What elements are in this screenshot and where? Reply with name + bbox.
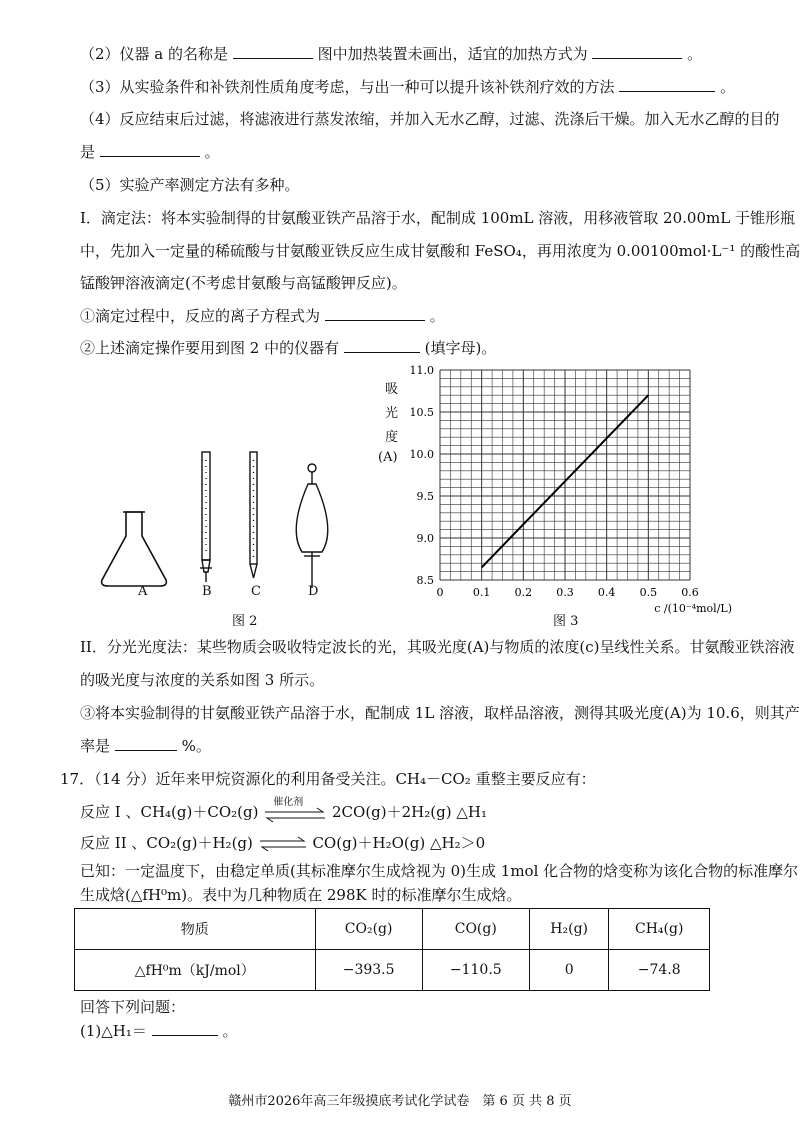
punct: 。 [687,45,703,63]
punct: 。 [204,143,220,161]
table-cell: △fH⁰m（kJ/mol） [75,950,316,991]
sub1-line [80,305,445,327]
q4-line-2 [80,141,220,163]
q4-line: （4）反应结束后过滤，将滤液进行蒸发浓缩，并加入无水乙醇，过滤、洗涤后干燥。加入无水乙醇的目的 [80,110,780,128]
table-cell: H₂(g) [529,909,609,950]
x-tick-label: 0.2 [514,586,533,599]
percent: %。 [181,737,211,755]
answer-blank[interactable] [233,44,313,59]
figure-3-chart [400,360,740,630]
answer-blank[interactable] [592,44,682,59]
method1-line-2: 中，先加入一定量的稀硫酸与甘氨酸亚铁反应生成甘氨酸和 FeSO₄，再用浓度为 0.00100mol·L⁻¹ 的酸性高 [80,242,800,260]
sub3-text: 率是 [80,737,111,755]
punct: 。 [720,78,736,96]
sub2-hint: (填字母)。 [424,339,497,357]
answer-blank[interactable] [619,77,715,92]
y-tick-label: 8.5 [416,574,434,587]
burette-icon [200,452,212,582]
y-axis-label-4: (A) [378,450,398,465]
method1-line-3: 锰酸钾溶液滴定(不考虑甘氨酸与高锰酸钾反应)。 [80,274,407,292]
known-line-1: 已知：一定温度下，由稳定单质(其标准摩尔生成焓视为 0)生成 1mol 化合物的焓变称为该化合物的标准摩尔 [80,862,799,880]
table-row [75,950,710,991]
answer-blank[interactable] [100,142,200,157]
x-tick-label: 0.3 [556,586,574,599]
table-header-row [75,909,710,950]
y-tick-label: 10.0 [409,448,434,461]
r2-reactants: 反应 II 、CO₂(g)＋H₂(g) [80,834,253,852]
pipette-icon [250,452,257,578]
y-tick-label: 9.5 [416,490,434,503]
enthalpy-table [74,908,710,991]
answer-blank[interactable] [152,1021,218,1036]
x-tick-label: 0.6 [681,586,699,599]
answer-blank[interactable] [344,338,420,353]
y-axis-label-2: 光 [385,406,399,421]
sub2-line [80,337,496,359]
q3-line [80,76,735,98]
table-cell: CH₄(g) [609,909,710,950]
answer-blank[interactable] [325,306,425,321]
fig2-label-c: C [251,584,261,599]
equilibrium-arrow-icon [263,806,327,824]
separatory-funnel-icon [296,464,328,588]
q2-text: （2）仪器 a 的名称是 [80,45,229,63]
y-tick-label: 10.5 [409,406,434,419]
method1-line-1: I．滴定法：将本实验制得的甘氨酸亚铁产品溶于水，配制成 100mL 溶液，用移液管取 20.00mL 于锥形瓶 [80,209,795,227]
x-axis-label: c /(10⁻⁴mol/L) [654,602,732,615]
sub1-text: ①滴定过程中，反应的离子方程式为 [80,307,321,325]
r1-reactants: 反应 I 、CH₄(g)＋CO₂(g) [80,803,259,821]
known-line-2: 生成焓(△fH⁰m)。表中为几种物质在 298K 时的标准摩尔生成焓。 [80,886,522,904]
punct: 。 [222,1022,238,1040]
sub2-text: ②上述滴定操作要用到图 2 中的仪器有 [80,339,340,357]
x-tick-label: 0.5 [639,586,658,599]
fig2-label-a: A [138,584,148,599]
answer-blank[interactable] [115,736,177,751]
table-cell: CO₂(g) [315,909,422,950]
fig2-caption: 图 2 [232,614,258,629]
q4-text: 是 [80,143,96,161]
q3-text: （3）从实验条件和补铁剂性质角度考虑，与出一种可以提升该补铁剂疗效的方法 [80,78,615,96]
punct: 。 [429,307,445,325]
y-tick-label: 11.0 [409,364,434,377]
table-cell: CO(g) [422,909,529,950]
r1-products: 2CO(g)＋2H₂(g) △H₁ [332,803,487,821]
fig2-label-d: D [308,584,319,599]
page-footer: 赣州市2026年高三年级摸底考试化学试卷 第 6 页 共 8 页 [228,1094,572,1109]
x-tick-label: 0 [436,586,444,599]
fig3-caption: 图 3 [553,614,579,629]
reaction-2 [80,832,485,854]
q5-line: （5）实验产率测定方法有多种。 [80,176,300,194]
table-cell: −110.5 [422,950,529,991]
x-tick-label: 0.1 [472,586,491,599]
r2-products: CO(g)＋H₂O(g) △H₂＞0 [312,834,486,852]
catalyst-label: 催化剂 [273,797,304,808]
q17-1-line [80,1020,237,1042]
y-tick-label: 9.0 [416,532,434,545]
q17-line: 17．（14 分）近年来甲烷资源化的利用备受关注。CH₄－CO₂ 重整主要反应有： [60,770,596,788]
y-axis-label-3: 度 [385,430,399,445]
table-cell: −74.8 [609,950,710,991]
figure-2-apparatus [90,440,360,600]
method2-line-1: II．分光光度法：某些物质会吸收特定波长的光，其吸光度(A)与物质的浓度(c)呈线性关系。甘氨酸亚铁溶液 [80,638,795,656]
table-cell: −393.5 [315,950,422,991]
sub3-line: ③将本实验制得的甘氨酸亚铁产品溶于水，配制成 1L 溶液，取样品溶液，测得其吸光度(A)为 10.6，则其产 [80,704,800,722]
table-cell: 物质 [75,909,316,950]
reaction-1 [80,797,487,823]
q2-line [80,43,702,65]
y-axis-label-1: 吸 [385,382,399,397]
equilibrium-arrow-icon [258,836,308,852]
q2-text-2: 图中加热装置未画出，适宜的加热方式为 [317,45,588,63]
x-tick-label: 0.4 [597,586,616,599]
method2-line-2: 的吸光度与浓度的关系如图 3 所示。 [80,671,325,689]
answer-prompt: 回答下列问题： [80,998,186,1016]
q17-1-text: (1)△H₁＝ [80,1022,147,1040]
fig2-label-b: B [202,584,212,599]
table-cell: 0 [529,950,609,991]
sub3-line-2 [80,735,211,757]
conical-flask-icon [102,512,167,586]
